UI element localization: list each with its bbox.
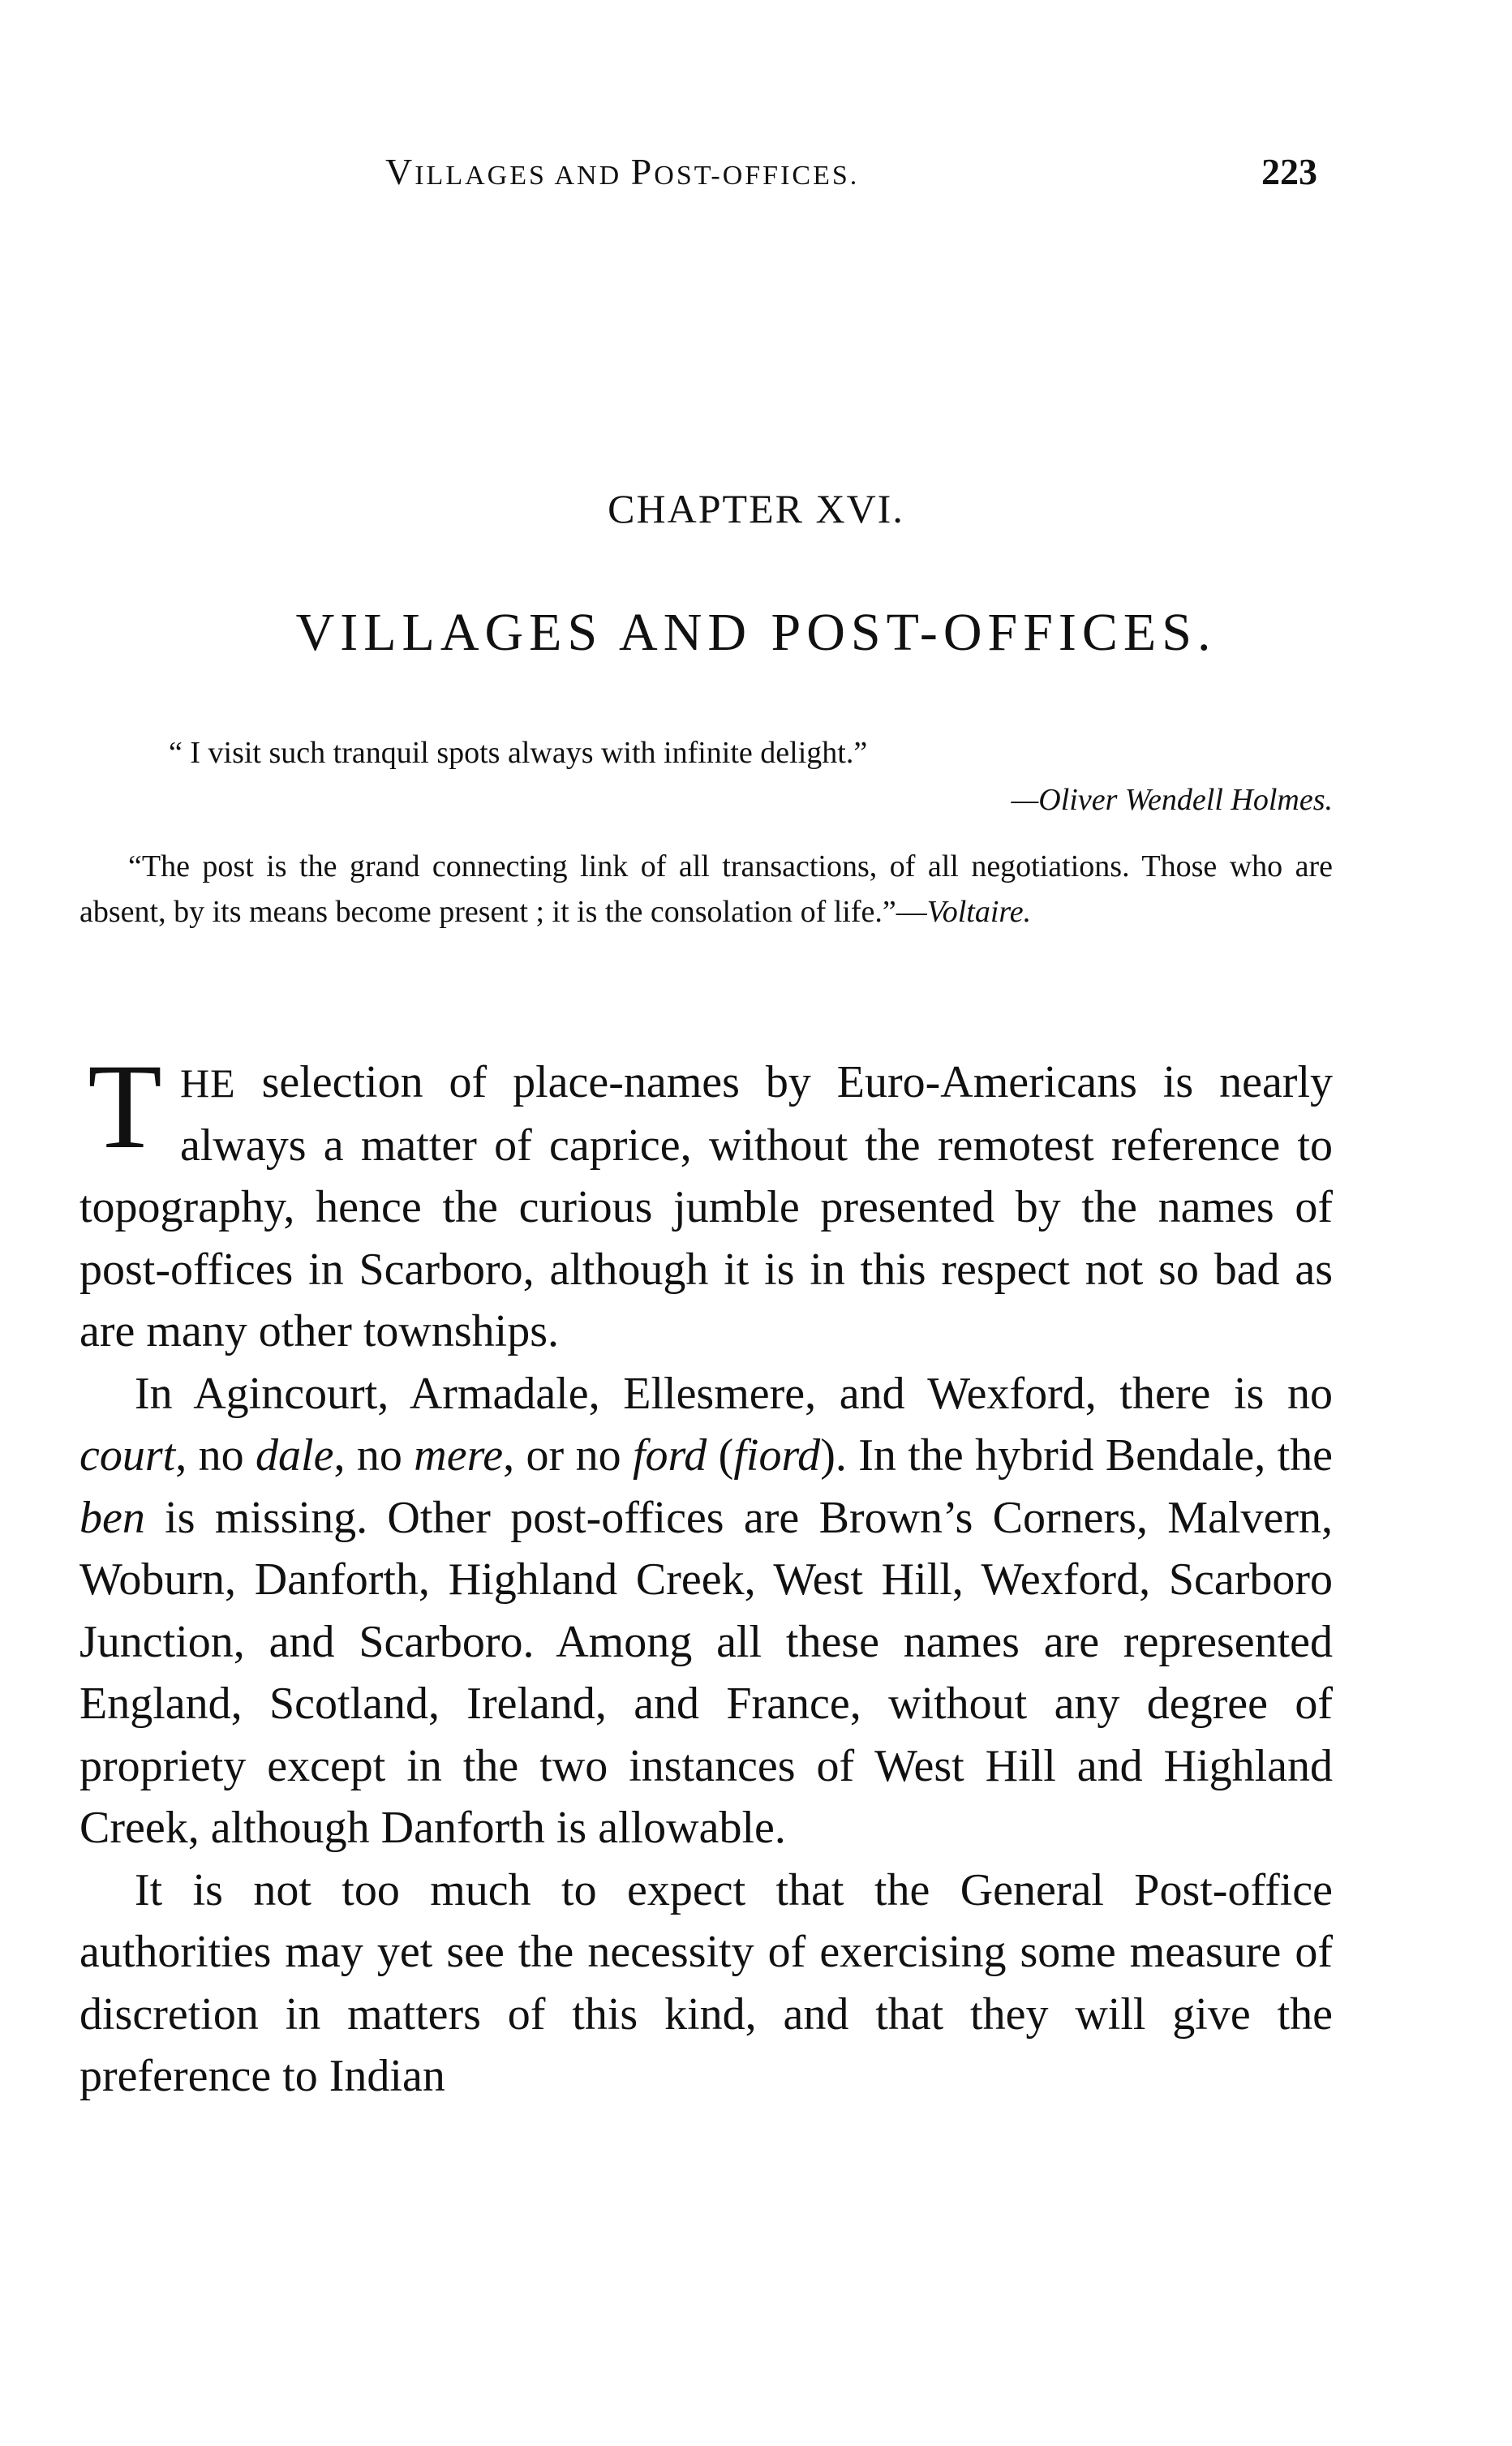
paragraph-2-text: , no <box>175 1430 256 1481</box>
epigraph-quote-text: “The post is the grand connecting link of all transactions, of all negotiations. Those who are absent, by its means become present ; it is the consolation of life.”— <box>79 849 1333 929</box>
running-title-initial-2: P <box>630 151 655 192</box>
epigraph-author: Voltaire. <box>926 895 1032 929</box>
paragraph-2-text: , or no <box>503 1430 633 1481</box>
italic-word: dale <box>256 1430 334 1481</box>
drop-cap: T <box>88 1039 162 1174</box>
italic-word: fiord <box>733 1430 821 1481</box>
paragraph-1 <box>79 1039 1333 1363</box>
italic-word: mere <box>414 1430 504 1481</box>
paragraph-2-text: ). In the hybrid Bendale, the <box>820 1430 1334 1481</box>
italic-word: ford <box>633 1430 707 1481</box>
page-number: 223 <box>1261 151 1317 192</box>
paragraph-2-text: , no <box>333 1430 415 1481</box>
running-title-rest-2: OST-OFFICES. <box>654 161 860 191</box>
first-word: HE <box>180 1060 236 1106</box>
running-title <box>385 150 859 193</box>
italic-word: court <box>79 1430 176 1481</box>
paragraph-2-text: ( <box>707 1430 734 1481</box>
epigraph-voltaire <box>79 844 1333 935</box>
paragraph-2 <box>79 1363 1333 1859</box>
epigraph-quote <box>79 844 1333 935</box>
italic-word: ben <box>79 1492 145 1543</box>
chapter-title: VILLAGES AND POST-OFFICES. <box>295 603 1217 662</box>
running-title-rest-1: ILLAGES AND <box>415 161 631 191</box>
paragraph-2-text: In Agincourt, Armadale, Ellesmere, and Wexford, there is no <box>135 1368 1333 1419</box>
epigraph-holmes <box>79 730 1333 823</box>
paragraph-2-text: is missing. Other post-offices are Brown’s Corners, Malvern, Woburn, Danforth, Highland Creek, West Hill, Wexford, Scarboro Junction, and Scarboro. Among all these names are represented England, Scotland, Ireland, and France, without any degree of propriety except in the two instances of West Hill and Highland Creek, although Danforth is allowable. <box>79 1492 1333 1853</box>
chapter-number: CHAPTER XVI. <box>608 486 904 531</box>
body-text <box>79 1039 1334 2108</box>
epigraph-attribution: —Oliver Wendell Holmes. <box>1011 783 1333 817</box>
running-header <box>0 150 1512 199</box>
running-title-initial-1: V <box>385 151 415 192</box>
paragraph-3: It is not too much to expect that the General Post-office authorities may yet see the necessity of exercising some measure of discretion in matters of this kind, and that they will give the preference to Indian <box>79 1864 1333 2101</box>
epigraph-quote: “ I visit such tranquil spots always with infinite delight.” <box>169 736 868 770</box>
paragraph-1-text: selection of place-names by Euro-Americans is nearly always a matter of caprice, without the remotest reference to topography, hence the curious jumble presented by the names of post-offices in Scarboro, although it is in this respect not so bad as are many other townships. <box>79 1057 1333 1356</box>
